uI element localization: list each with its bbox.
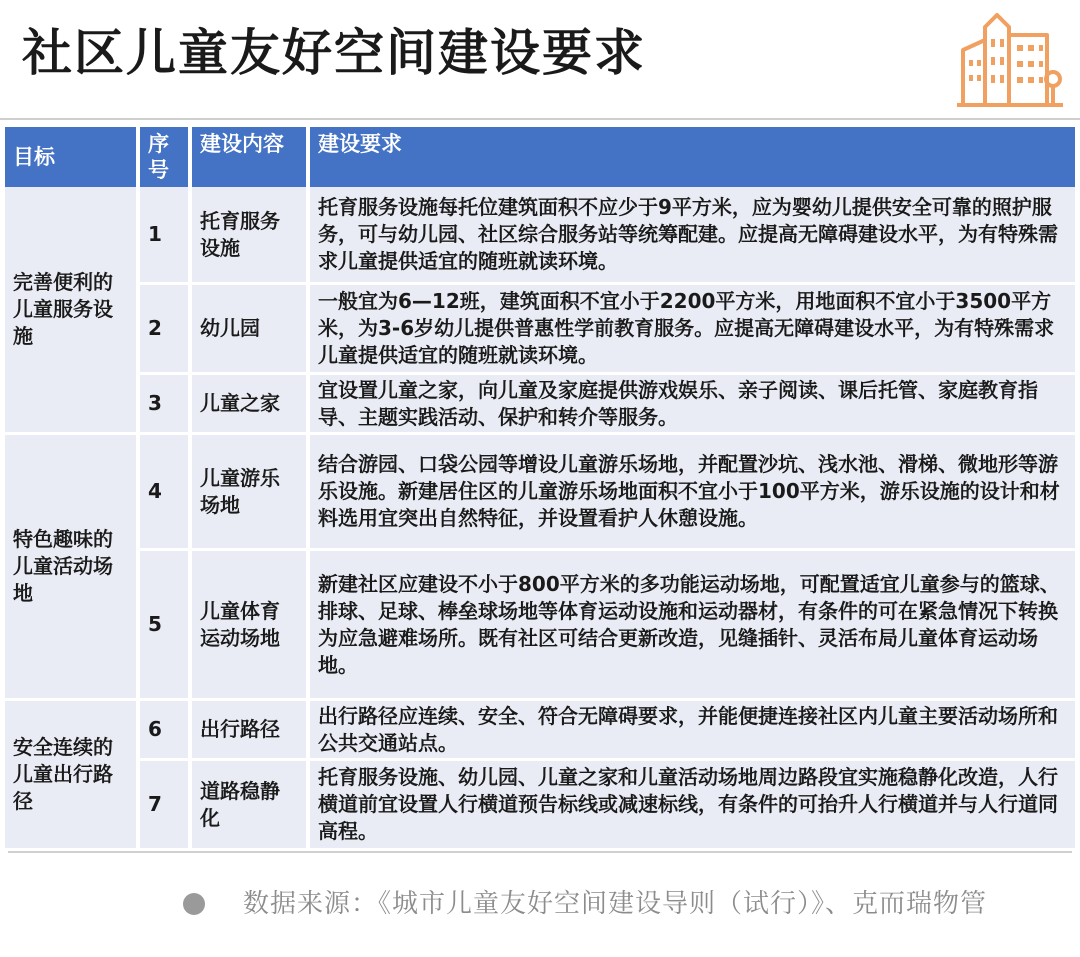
- title-divider: [0, 118, 1080, 120]
- table-row: [5, 285, 1075, 375]
- row-requirement: 出行路径应连续、安全、符合无障碍要求，并能便捷连接社区内儿童主要活动场所和公共交通站点。: [310, 701, 1075, 761]
- row-content: 幼儿园: [192, 285, 310, 375]
- footer-divider: [8, 851, 1072, 853]
- row-content: 儿童体育运动场地: [192, 551, 310, 701]
- row-content: 托育服务设施: [192, 187, 310, 285]
- row-content: 儿童游乐场地: [192, 435, 310, 551]
- header-content: 建设内容: [192, 127, 310, 187]
- row-number: 1: [140, 187, 192, 285]
- row-requirement: 结合游园、口袋公园等增设儿童游乐场地，并配置沙坑、浅水池、滑梯、微地形等游乐设施。新建居住区的儿童游乐场地面积不宜小于100平方米，游乐设施的设计和材料选用宜突出自然特征，并设置看护人休憩设施。: [310, 435, 1075, 551]
- table-row: [5, 551, 1075, 701]
- goal-cell: 特色趣味的儿童活动场地: [5, 435, 140, 701]
- row-number: 6: [140, 701, 192, 761]
- table-row: [5, 761, 1075, 851]
- row-content: 道路稳静化: [192, 761, 310, 851]
- row-number: 7: [140, 761, 192, 851]
- table-row: [5, 701, 1075, 761]
- requirements-table: [5, 127, 1075, 851]
- source-note: 数据来源：《城市儿童友好空间建设导则（试行）》、克而瑞物管: [243, 889, 988, 919]
- goal-cell: 完善便利的儿童服务设施: [5, 187, 140, 435]
- page-title: 社区儿童友好空间建设要求: [22, 24, 646, 82]
- goal-cell: 安全连续的儿童出行路径: [5, 701, 140, 851]
- header-goal: 目标: [5, 127, 140, 187]
- table-header-row: [5, 127, 1075, 187]
- city-buildings-icon: [955, 5, 1065, 113]
- row-requirement: 宜设置儿童之家，向儿童及家庭提供游戏娱乐、亲子阅读、课后托管、家庭教育指导、主题实践活动、保护和转介等服务。: [310, 375, 1075, 435]
- row-content: 出行路径: [192, 701, 310, 761]
- bullet-icon: [183, 893, 205, 915]
- row-number: 4: [140, 435, 192, 551]
- row-content: 儿童之家: [192, 375, 310, 435]
- table-row: [5, 435, 1075, 551]
- row-requirement: 新建社区应建设不小于800平方米的多功能运动场地，可配置适宜儿童参与的篮球、排球、足球、棒垒球场地等体育运动设施和运动器材，有条件的可在紧急情况下转换为应急避难场所。既有社区可结合更新改造，见缝插针、灵活布局儿童体育运动场地。: [310, 551, 1075, 701]
- table-row: [5, 187, 1075, 285]
- row-number: 2: [140, 285, 192, 375]
- header-requirement: 建设要求: [310, 127, 1075, 187]
- row-number: 5: [140, 551, 192, 701]
- row-number: 3: [140, 375, 192, 435]
- row-requirement: 托育服务设施、幼儿园、儿童之家和儿童活动场地周边路段宜实施稳静化改造，人行横道前宜设置人行横道预告标线或减速标线，有条件的可抬升人行横道并与人行道同高程。: [310, 761, 1075, 851]
- row-requirement: 一般宜为6—12班，建筑面积不宜小于2200平方米，用地面积不宜小于3500平方米，为3-6岁幼儿提供普惠性学前教育服务。应提高无障碍建设水平，为有特殊需求儿童提供适宜的随班就读环境。: [310, 285, 1075, 375]
- header-number: 序号: [140, 127, 192, 187]
- table-row: [5, 375, 1075, 435]
- row-requirement: 托育服务设施每托位建筑面积不应少于9平方米，应为婴幼儿提供安全可靠的照护服务，可与幼儿园、社区综合服务站等统筹配建。应提高无障碍建设水平，为有特殊需求儿童提供适宜的随班就读环境。: [310, 187, 1075, 285]
